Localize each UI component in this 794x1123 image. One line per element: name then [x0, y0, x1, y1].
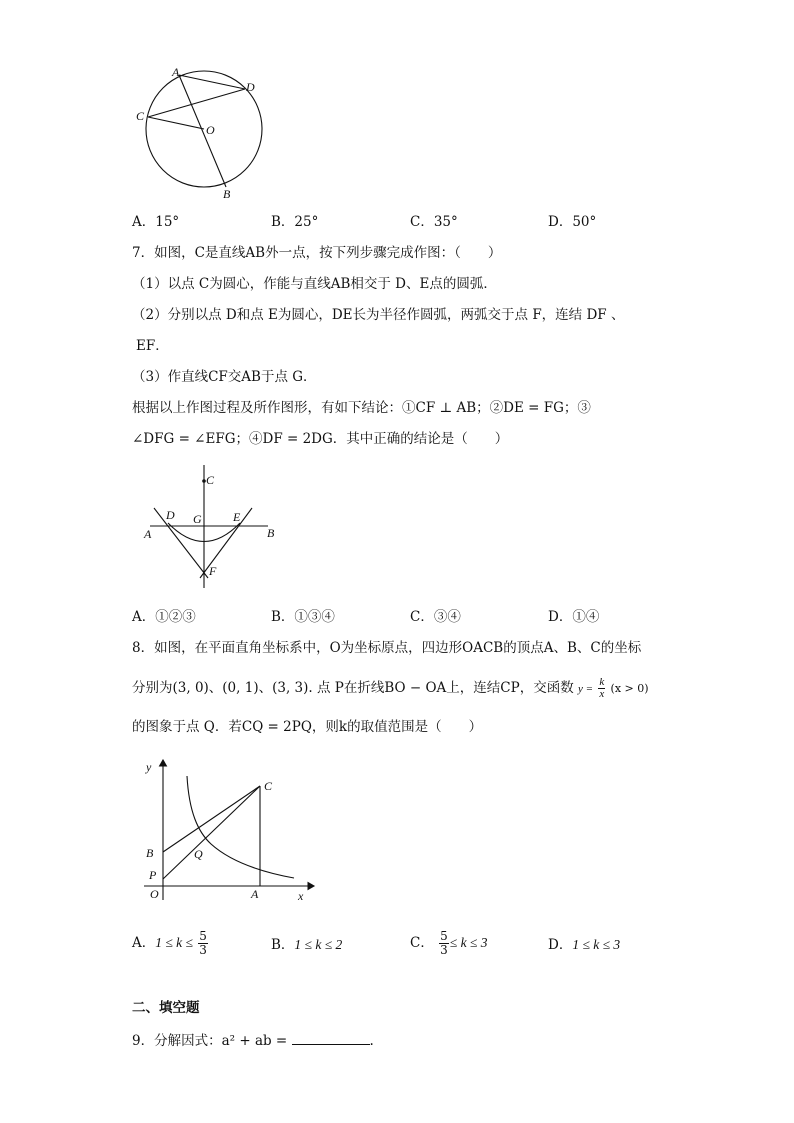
q9-answer-blank[interactable] — [292, 1030, 370, 1045]
q8-option-b[interactable] — [271, 936, 342, 954]
fn-y: y = — [578, 683, 594, 695]
fn-num: k — [599, 676, 605, 688]
option-value: 1 ≤ k ≤ 2 — [294, 937, 343, 952]
option-value: ①④ — [572, 609, 600, 625]
fraction-num: 5 — [199, 929, 207, 943]
q6-option-c[interactable] — [410, 213, 458, 231]
option-value: 1 ≤ k ≤ — [155, 935, 193, 950]
option-value: 35° — [433, 214, 458, 230]
q7-stem: 7．如图，C是直线AB外一点，按下列步骤完成作图：（ ） — [132, 245, 502, 261]
segment-ad — [179, 75, 245, 89]
option-label: D． — [548, 609, 573, 625]
q6-option-d[interactable] — [548, 213, 596, 231]
option-label: B． — [271, 609, 295, 625]
q6-option-b[interactable] — [271, 213, 318, 231]
q7-step2-cont: EF． — [136, 338, 169, 354]
option-value: ①③④ — [294, 609, 335, 625]
option-value: 15° — [155, 214, 180, 230]
q9-stem — [132, 1030, 374, 1050]
label-c: C — [264, 779, 273, 793]
label-d: D — [166, 508, 175, 522]
q7-construction-figure — [140, 460, 280, 595]
q8-coordinate-figure — [136, 752, 326, 907]
label-f: F — [209, 564, 217, 578]
option-label: C． — [410, 214, 434, 230]
option-a-fraction — [198, 930, 208, 957]
label-p: P — [149, 868, 157, 882]
fraction-num: 5 — [440, 929, 448, 943]
option-value: ≤ k ≤ 3 — [449, 935, 488, 950]
q6-option-a[interactable] — [132, 213, 179, 231]
q7-step2: （2）分别以点 D和点 E为圆心，DE长为半径作圆弧，两弧交于点 F，连结 DF 、 — [132, 307, 625, 323]
arc-line-ef — [200, 508, 252, 578]
label-e: E — [233, 510, 241, 524]
q7-step1: （1）以点 C为圆心，作能与直线AB相交于 D、E点的圆弧． — [132, 276, 497, 292]
hyperbola-curve — [187, 776, 294, 878]
label-b: B — [223, 187, 231, 201]
label-c: C — [206, 473, 215, 487]
q8-option-c[interactable] — [410, 930, 487, 957]
option-label: A． — [132, 609, 156, 625]
label-c: C — [136, 109, 145, 123]
q7-conclusions-2: ∠DFG = ∠EFG；④DF = 2DG．其中正确的结论是（ ） — [132, 431, 509, 447]
option-label: A． — [132, 935, 156, 951]
option-value: 50° — [572, 214, 597, 230]
option-value: 1 ≤ k ≤ 3 — [572, 937, 621, 952]
label-x: x — [298, 889, 304, 903]
option-label: C． — [410, 935, 434, 951]
option-c-fraction — [439, 930, 449, 957]
q6-circle-figure — [130, 62, 270, 202]
fraction-den: 3 — [199, 943, 207, 957]
option-value: 25° — [294, 214, 319, 230]
q8-option-a[interactable] — [132, 930, 209, 957]
label-o: O — [150, 887, 159, 901]
q7-option-d[interactable] — [548, 608, 599, 626]
q8-stem-2-text: 分别为(3, 0)、(0, 1)、(3, 3). 点 P在折线BO − OA上，连结CP，交函数 — [132, 680, 574, 696]
section-title: 二、填空题 — [132, 1000, 200, 1016]
option-label: B． — [271, 937, 295, 953]
option-label: C． — [410, 609, 434, 625]
option-label: B． — [271, 214, 295, 230]
option-label: D． — [548, 937, 573, 953]
segment-cd — [148, 89, 245, 117]
q8-stem-2 — [132, 677, 649, 700]
option-value: ③④ — [433, 609, 461, 625]
option-label: D． — [548, 214, 573, 230]
label-d: D — [246, 80, 255, 94]
q9-period: . — [369, 1033, 374, 1049]
label-a: A — [172, 65, 180, 79]
fraction-den: 3 — [440, 943, 448, 957]
q7-option-c[interactable] — [410, 608, 461, 626]
q7-option-a[interactable] — [132, 608, 196, 626]
fn-condition: (x > 0) — [610, 682, 649, 695]
q8-stem-1: 8．如图，在平面直角坐标系中，O为坐标原点，四边形OACB的顶点A、B、C的坐标 — [132, 640, 642, 656]
label-q: Q — [194, 847, 203, 861]
segment-bc — [163, 786, 260, 852]
label-y: y — [146, 760, 152, 774]
fn-fraction — [598, 677, 605, 700]
fn-den: x — [599, 688, 605, 700]
q9-text: 9．分解因式：a² + ab = — [132, 1033, 288, 1049]
label-b: B — [146, 846, 154, 860]
label-a: A — [251, 887, 259, 901]
label-g: G — [193, 512, 202, 526]
segment-co — [148, 117, 204, 129]
q8-option-d[interactable] — [548, 936, 620, 954]
option-value: ①②③ — [155, 609, 196, 625]
q8-stem-3: 的图象于点 Q．若CQ = 2PQ，则k的取值范围是（ ） — [132, 719, 483, 735]
q7-step3: （3）作直线CF交AB于点 G． — [132, 369, 317, 385]
label-a: A — [144, 527, 152, 541]
option-label: A． — [132, 214, 156, 230]
segment-ab — [179, 75, 226, 187]
q7-conclusions-1: 根据以上作图过程及所作图形，有如下结论：①CF ⊥ AB；②DE = FG；③ — [132, 400, 591, 416]
label-b: B — [267, 526, 275, 540]
label-o: O — [206, 123, 215, 137]
q7-option-b[interactable] — [271, 608, 335, 626]
